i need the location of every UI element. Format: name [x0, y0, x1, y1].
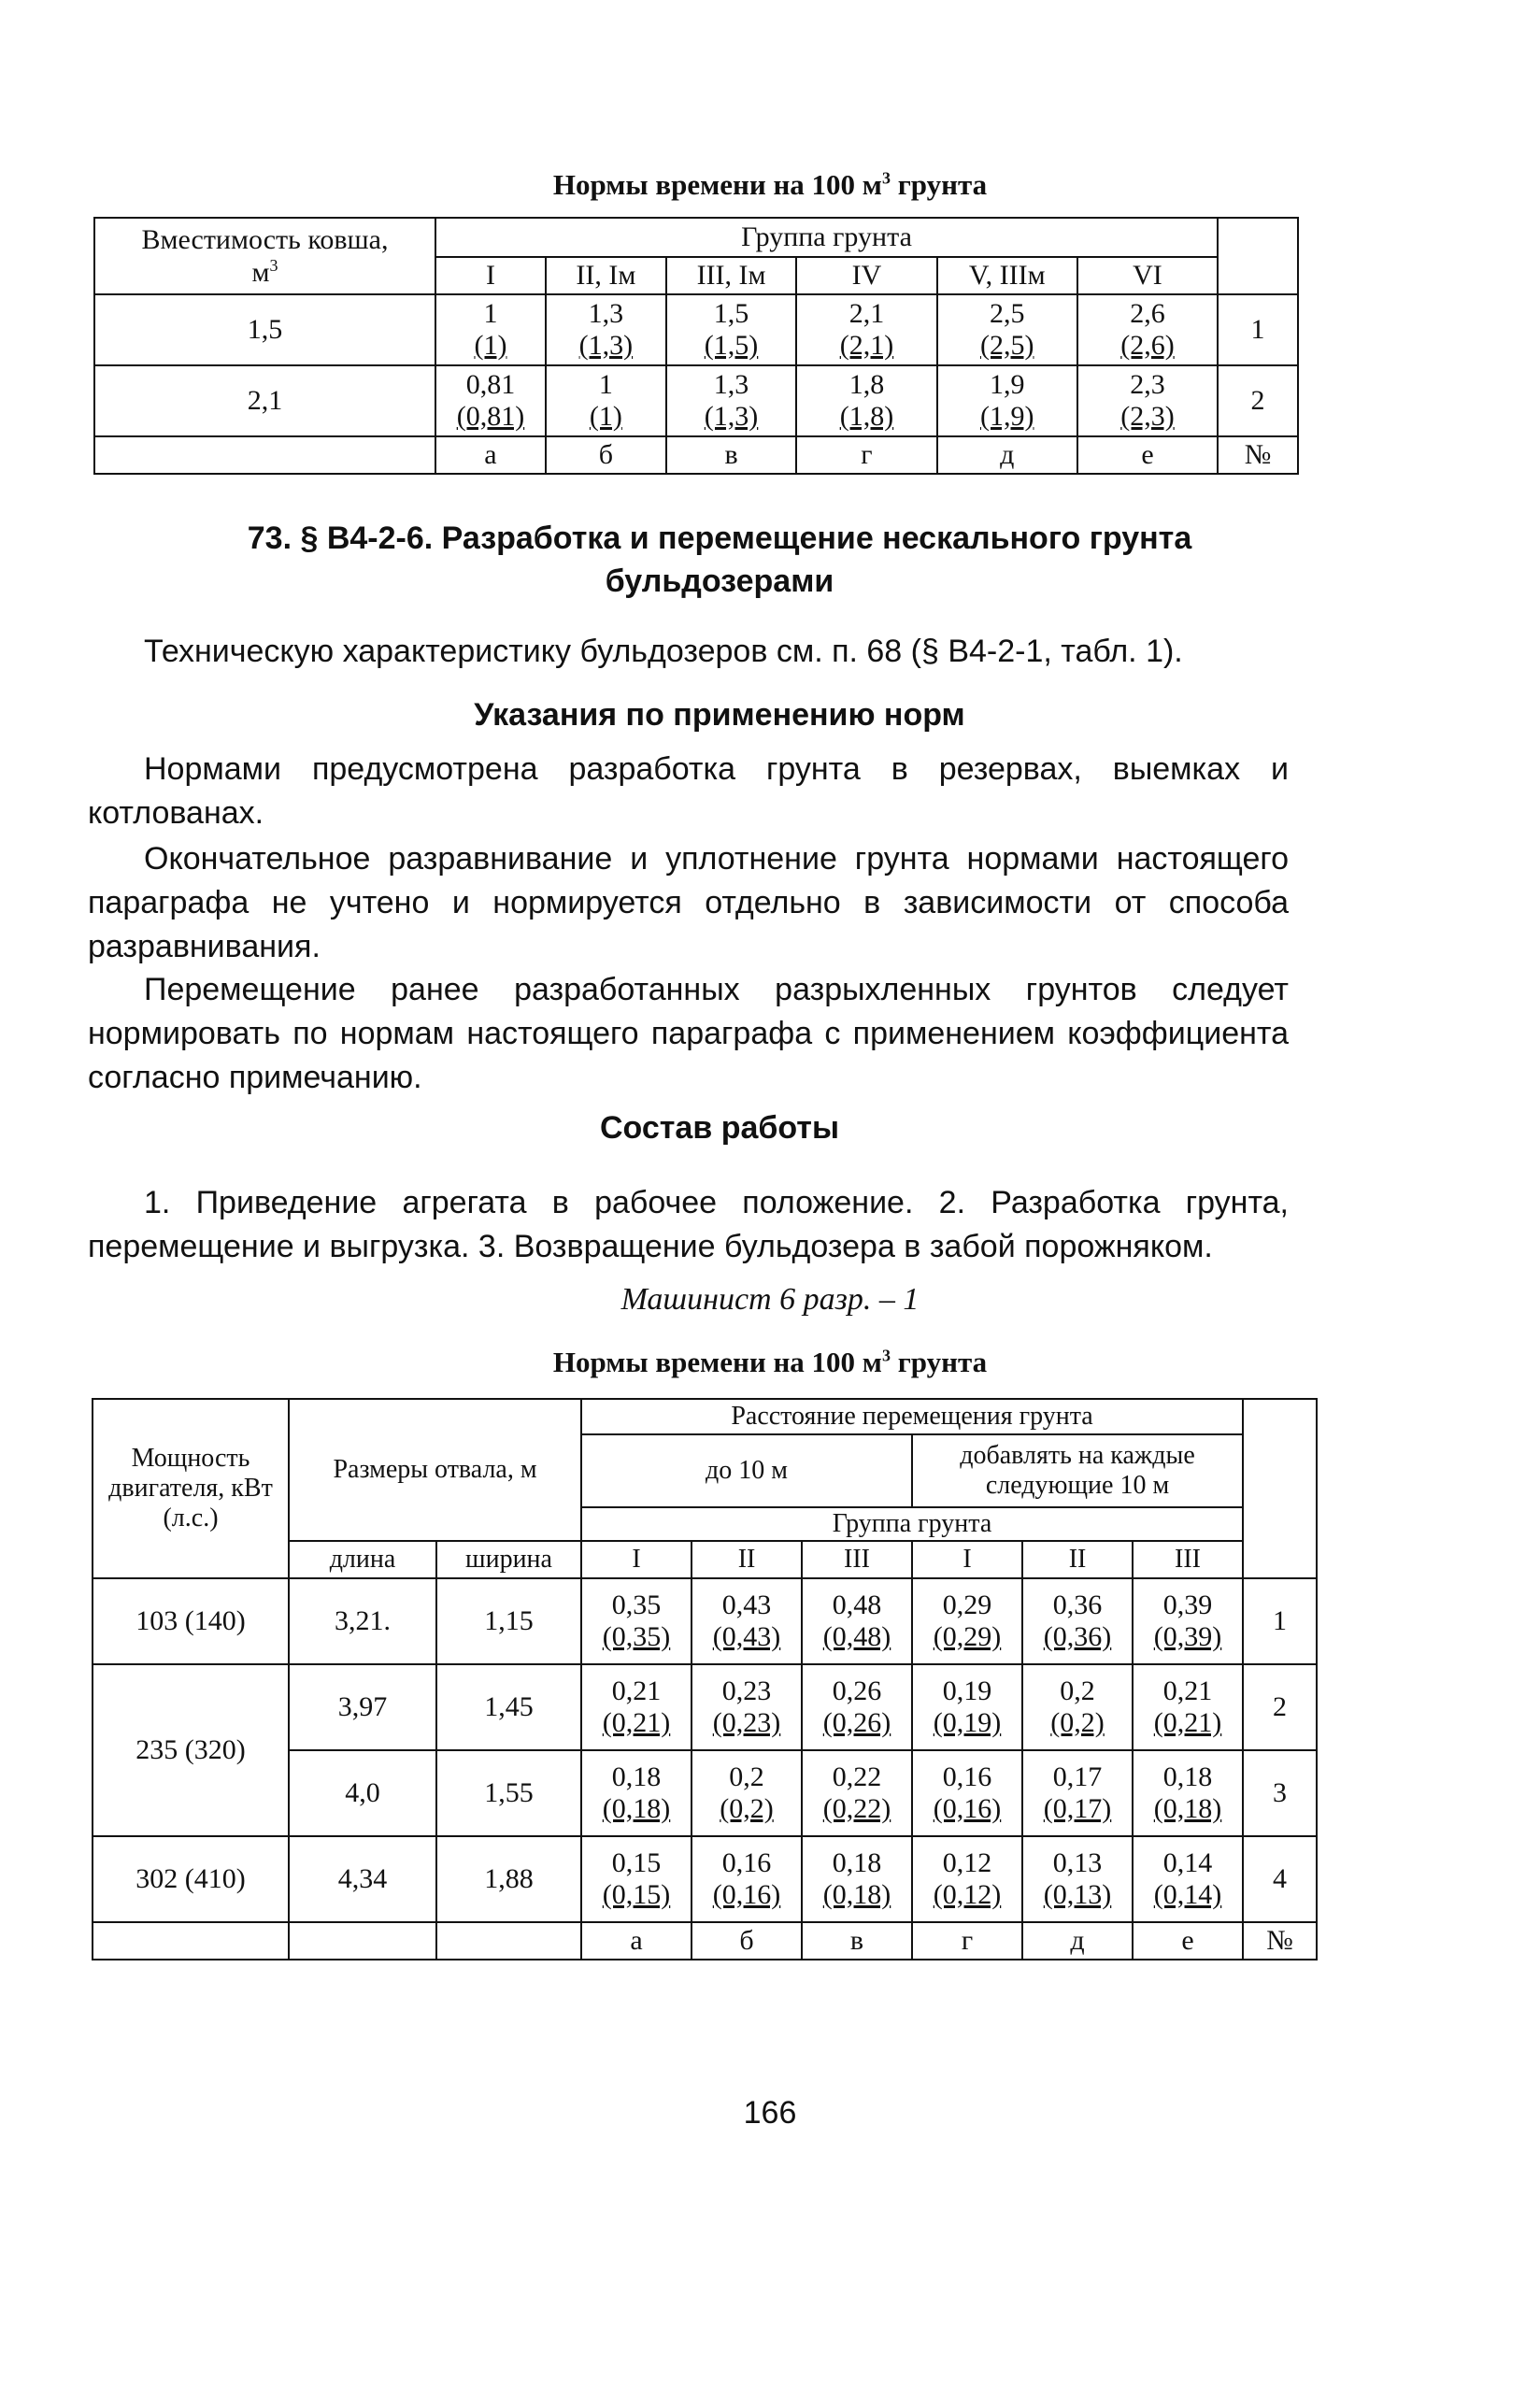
norm-value-paren-text: (2,6): [1120, 330, 1175, 361]
table1-group-header: I: [435, 257, 546, 294]
norm-value: 0,81: [465, 369, 516, 401]
table2-group-header: II: [692, 1541, 802, 1578]
work-title: Состав работы: [600, 1110, 839, 1146]
table2-caption-tail: грунта: [890, 1346, 988, 1378]
norm-value-paren: [917, 1793, 1018, 1825]
norm-value: 2,1: [848, 298, 885, 330]
norm-value-cell: [435, 365, 546, 436]
norm-value-paren: [917, 1879, 1018, 1911]
norm-value: 0,15: [611, 1847, 662, 1879]
norm-value-paren: [1027, 1793, 1128, 1825]
table2-length: 3,97: [289, 1664, 436, 1750]
norm-value-cell: [802, 1750, 912, 1836]
table-row: [93, 1664, 1317, 1750]
norm-value-paren-text: (0,12): [933, 1879, 1002, 1910]
norm-value-paren: [1082, 330, 1213, 362]
norm-value-paren: [1027, 1621, 1128, 1653]
norm-value-cell: [1133, 1664, 1243, 1750]
norm-value-paren: [1027, 1707, 1128, 1739]
norm-value: 2,5: [989, 298, 1025, 330]
table2-header-length: длина: [289, 1541, 436, 1578]
norm-value-paren: [440, 401, 541, 433]
norm-value-paren-text: (1,3): [578, 330, 634, 361]
table2-width: 1,45: [436, 1664, 581, 1750]
intro-text: Техническую характеристику бульдозеров см. п. 68 (§ В4-2-1, табл. 1).: [144, 634, 1183, 669]
norm-value-paren: [806, 1707, 907, 1739]
norm-value-paren-text: (0,22): [822, 1793, 891, 1824]
table1-header-capacity: [94, 218, 435, 294]
table-row: [93, 1578, 1317, 1664]
table2-length: 4,34: [289, 1836, 436, 1922]
norm-value-cell: [435, 294, 546, 365]
norm-value-paren: [801, 330, 932, 362]
table1-letters-empty: [94, 436, 435, 474]
table2-column-letter: е: [1133, 1922, 1243, 1960]
page-number: 166: [743, 2095, 797, 2131]
norm-value-paren: [806, 1793, 907, 1825]
norm-value: 0,23: [721, 1675, 772, 1707]
table2-letters-empty: [289, 1922, 436, 1960]
norm-value-paren: [806, 1879, 907, 1911]
norm-value-paren-text: (0,21): [1153, 1707, 1222, 1738]
norm-value-paren: [696, 1621, 797, 1653]
norm-value: 0,12: [942, 1847, 992, 1879]
norm-value-cell: [1022, 1664, 1133, 1750]
norm-value-cell: [912, 1750, 1022, 1836]
norm-value: 0,26: [832, 1675, 882, 1707]
table2-group-header: II: [1022, 1541, 1133, 1578]
table1-column-letter: е: [1077, 436, 1218, 474]
norm-value-paren: [586, 1879, 687, 1911]
norm-value-paren-text: (1,3): [704, 401, 759, 432]
norm-value-paren: [942, 401, 1073, 433]
norm-value: 0,22: [832, 1761, 882, 1793]
norm-value-paren-text: (0,18): [602, 1793, 671, 1824]
table2-letters-empty: [436, 1922, 581, 1960]
table1-capacity: 1,5: [94, 294, 435, 365]
norm-value: 1,8: [848, 369, 885, 401]
norm-value: 0,29: [942, 1590, 992, 1621]
capacity-unit: м: [251, 256, 270, 288]
table2-caption: [0, 1346, 1540, 1379]
table1-column-letter: в: [666, 436, 797, 474]
norm-value-cell: [1133, 1750, 1243, 1836]
table1-group-header: II, Iм: [546, 257, 666, 294]
norm-value-cell: [912, 1578, 1022, 1664]
norm-value: 1: [483, 298, 498, 330]
norm-value-paren: [1082, 401, 1213, 433]
norm-value-paren: [550, 330, 662, 362]
section-title-line1: 73. § В4-2-6. Разработка и перемещение нескального грунта: [247, 520, 1192, 556]
norm-value-cell: [581, 1664, 692, 1750]
norm-value: 0,13: [1052, 1847, 1103, 1879]
table1-caption-sup: 3: [881, 168, 891, 188]
table1-column-letter: а: [435, 436, 546, 474]
norm-value-cell: [1133, 1578, 1243, 1664]
table2-group-header: I: [581, 1541, 692, 1578]
norm-value-cell: [1077, 365, 1218, 436]
norm-value-paren-text: (2,5): [979, 330, 1034, 361]
norm-value-cell: [666, 365, 797, 436]
table-row: [94, 365, 1298, 436]
norm-value-paren: [671, 330, 792, 362]
norm-value-paren-text: (0,15): [602, 1879, 671, 1910]
norm-value: 0,43: [721, 1590, 772, 1621]
norm-value-cell: [692, 1836, 802, 1922]
table1-capacity: 2,1: [94, 365, 435, 436]
norm-value-cell: [581, 1836, 692, 1922]
table1-caption-text: Нормы времени на 100 м: [552, 168, 882, 201]
table2-column-letter: в: [802, 1922, 912, 1960]
norm-value-paren: [917, 1707, 1018, 1739]
norm-value-cell: [1077, 294, 1218, 365]
table-row: [94, 294, 1298, 365]
norm-value-paren-text: (1,9): [979, 401, 1034, 432]
table2-power: 103 (140): [93, 1578, 289, 1664]
norm-value-cell: [912, 1664, 1022, 1750]
norm-value: 2,3: [1130, 369, 1165, 401]
norm-value-paren-text: (0,21): [602, 1707, 671, 1738]
norm-value-cell: [1022, 1750, 1133, 1836]
norm-value-paren: [801, 401, 932, 433]
norm-value-cell: [937, 294, 1077, 365]
table2-width: 1,15: [436, 1578, 581, 1664]
table2-caption-text: Нормы времени на 100 м: [552, 1346, 882, 1378]
norm-value-cell: [546, 294, 666, 365]
norm-value: 0,2: [729, 1761, 764, 1793]
table2-group-header: I: [912, 1541, 1022, 1578]
norm-value-paren: [696, 1793, 797, 1825]
paragraph-2: Окончательное разравнивание и уплотнение грунта нормами настоящего параграфа не учтено и нормируется отдельно в зависимости от способа разравнивания.: [88, 841, 1289, 964]
work-text: 1. Приведение агрегата в рабочее положение. 2. Разработка грунта, перемещение и выгрузка. 3. Возвращение бульдозера в забой порожняком.: [88, 1185, 1289, 1264]
table2-group-header: III: [802, 1541, 912, 1578]
table1-group-header: VI: [1077, 257, 1218, 294]
norm-value-cell: [802, 1578, 912, 1664]
capacity-label: Вместимость ковша,: [141, 223, 389, 255]
norm-value-paren-text: (0,13): [1043, 1879, 1112, 1910]
norm-value: 0,17: [1052, 1761, 1103, 1793]
table2-column-letter: б: [692, 1922, 802, 1960]
table2-header-width: ширина: [436, 1541, 581, 1578]
table1-caption: [0, 168, 1540, 202]
table-row: [93, 1836, 1317, 1922]
table2-width: 1,55: [436, 1750, 581, 1836]
norm-value-cell: [692, 1578, 802, 1664]
norm-value-paren: [1137, 1793, 1238, 1825]
table1-column-letter: д: [937, 436, 1077, 474]
table1-caption-tail: грунта: [890, 168, 988, 201]
norm-value: 0,2: [1060, 1675, 1095, 1707]
paragraph-1: Нормами предусмотрена разработка грунта в резервах, выемках и котлованах.: [88, 751, 1289, 831]
table2-header-power: Мощность двигателя, кВт (л.с.): [93, 1399, 289, 1578]
norm-value-paren-text: (0,81): [456, 401, 525, 432]
table2-header-distance: Расстояние перемещения грунта: [581, 1399, 1243, 1434]
norm-value-paren-text: (0,39): [1153, 1621, 1222, 1652]
table2-caption-sup: 3: [881, 1346, 891, 1365]
norm-value-paren-text: (2,3): [1120, 401, 1175, 432]
norm-value-paren-text: (1,8): [839, 401, 894, 432]
table2-group-header: III: [1133, 1541, 1243, 1578]
norm-value: 1,3: [588, 298, 624, 330]
norm-value: 0,16: [942, 1761, 992, 1793]
table2-column-letter: д: [1022, 1922, 1133, 1960]
norm-value-paren: [696, 1879, 797, 1911]
norm-value-paren-text: (1): [474, 330, 507, 361]
norm-value-paren: [671, 401, 792, 433]
table2: [92, 1398, 1318, 1960]
table1-header-empty: [1218, 218, 1298, 294]
section-title: [140, 518, 1299, 604]
norm-value-paren-text: (0,26): [822, 1707, 891, 1738]
table1-column-letter: б: [546, 436, 666, 474]
norm-value-paren: [917, 1621, 1018, 1653]
norm-value: 0,21: [611, 1675, 662, 1707]
norm-value-paren-text: (0,35): [602, 1621, 671, 1652]
norm-value: 1,9: [989, 369, 1025, 401]
table1: [93, 217, 1299, 475]
table1-group-header: V, IIIм: [937, 257, 1077, 294]
norm-value-cell: [581, 1578, 692, 1664]
norm-value-paren: [942, 330, 1073, 362]
table2-row-number: 4: [1243, 1836, 1317, 1922]
table2-header-add: добавлять на каждые следующие 10 м: [912, 1434, 1243, 1507]
norm-value-paren: [586, 1621, 687, 1653]
table2-column-letter: а: [581, 1922, 692, 1960]
table2-row-number: 2: [1243, 1664, 1317, 1750]
table1-row-number: 1: [1218, 294, 1298, 365]
norm-value: 0,18: [1162, 1761, 1213, 1793]
norm-value: 0,21: [1162, 1675, 1213, 1707]
norm-value: 0,14: [1162, 1847, 1213, 1879]
norm-value: 0,36: [1052, 1590, 1103, 1621]
norm-value-paren: [1137, 1621, 1238, 1653]
norm-value-paren-text: (0,16): [712, 1879, 781, 1910]
norm-value: 0,39: [1162, 1590, 1213, 1621]
table2-header-group: Группа грунта: [581, 1507, 1243, 1541]
norm-value-paren: [586, 1793, 687, 1825]
table2-row-number: 3: [1243, 1750, 1317, 1836]
norm-value: 0,35: [611, 1590, 662, 1621]
norm-value-paren: [1137, 1707, 1238, 1739]
norm-value-paren: [586, 1707, 687, 1739]
norm-value-cell: [802, 1664, 912, 1750]
guidelines-title: Указания по применению норм: [474, 697, 965, 733]
capacity-unit-sup: 3: [269, 255, 278, 275]
table2-length: 3,21.: [289, 1578, 436, 1664]
norm-value-paren-text: (1): [589, 401, 622, 432]
norm-value-paren-text: (0,48): [822, 1621, 891, 1652]
norm-value: 1,5: [713, 298, 749, 330]
table1-group-header: IV: [796, 257, 936, 294]
table1-num-label: №: [1218, 436, 1298, 474]
table2-power: 235 (320): [93, 1664, 289, 1836]
norm-value-paren-text: (0,16): [933, 1793, 1002, 1824]
norm-value-cell: [546, 365, 666, 436]
table1-group-header: III, Iм: [666, 257, 797, 294]
norm-value-paren: [440, 330, 541, 362]
table2-num-label: №: [1243, 1922, 1317, 1960]
norm-value: 0,18: [611, 1761, 662, 1793]
norm-value: 1: [598, 369, 613, 401]
table2-header-upto10: до 10 м: [581, 1434, 912, 1507]
norm-value-paren-text: (2,1): [839, 330, 894, 361]
norm-value: 0,19: [942, 1675, 992, 1707]
norm-value-paren-text: (0,43): [712, 1621, 781, 1652]
norm-value-paren-text: (0,36): [1043, 1621, 1112, 1652]
norm-value: 0,16: [721, 1847, 772, 1879]
paragraph-3: Перемещение ранее разработанных разрыхленных грунтов следует нормировать по нормам настоящего параграфа с применением коэффициента согласно примечанию.: [88, 972, 1289, 1095]
norm-value-cell: [1022, 1836, 1133, 1922]
table2-letters-empty: [93, 1922, 289, 1960]
norm-value-paren-text: (1,5): [704, 330, 759, 361]
norm-value-paren: [806, 1621, 907, 1653]
norm-value: 2,6: [1130, 298, 1165, 330]
norm-value-paren: [1137, 1879, 1238, 1911]
norm-value: 0,48: [832, 1590, 882, 1621]
norm-value-cell: [796, 294, 936, 365]
table2-header-blade: Размеры отвала, м: [289, 1399, 581, 1541]
section-title-line2: бульдозерами: [605, 563, 834, 599]
table2-header-empty: [1243, 1399, 1317, 1578]
staff-line: Машинист 6 разр. – 1: [620, 1282, 920, 1317]
table2-length: 4,0: [289, 1750, 436, 1836]
norm-value-paren-text: (0,23): [712, 1707, 781, 1738]
norm-value-paren-text: (0,29): [933, 1621, 1002, 1652]
norm-value-cell: [937, 365, 1077, 436]
norm-value-paren: [696, 1707, 797, 1739]
norm-value-paren-text: (0,14): [1153, 1879, 1222, 1910]
norm-value-paren: [1027, 1879, 1128, 1911]
norm-value-cell: [1133, 1836, 1243, 1922]
norm-value-cell: [912, 1836, 1022, 1922]
norm-value-paren-text: (0,2): [720, 1793, 774, 1824]
norm-value-cell: [1022, 1578, 1133, 1664]
table1-column-letter: г: [796, 436, 936, 474]
norm-value-cell: [581, 1750, 692, 1836]
norm-value-paren-text: (0,17): [1043, 1793, 1112, 1824]
table2-width: 1,88: [436, 1836, 581, 1922]
table1-row-number: 2: [1218, 365, 1298, 436]
norm-value-paren-text: (0,19): [933, 1707, 1002, 1738]
norm-value-cell: [666, 294, 797, 365]
norm-value-paren-text: (0,18): [822, 1879, 891, 1910]
table2-row-number: 1: [1243, 1578, 1317, 1664]
norm-value-cell: [802, 1836, 912, 1922]
norm-value: 0,18: [832, 1847, 882, 1879]
table2-column-letter: г: [912, 1922, 1022, 1960]
table2-power: 302 (410): [93, 1836, 289, 1922]
norm-value-paren: [550, 401, 662, 433]
table1-header-group: Группа грунта: [435, 218, 1218, 257]
norm-value-cell: [796, 365, 936, 436]
norm-value-cell: [692, 1750, 802, 1836]
norm-value-cell: [692, 1664, 802, 1750]
norm-value-paren-text: (0,2): [1050, 1707, 1105, 1738]
norm-value-paren-text: (0,18): [1153, 1793, 1222, 1824]
norm-value: 1,3: [713, 369, 749, 401]
